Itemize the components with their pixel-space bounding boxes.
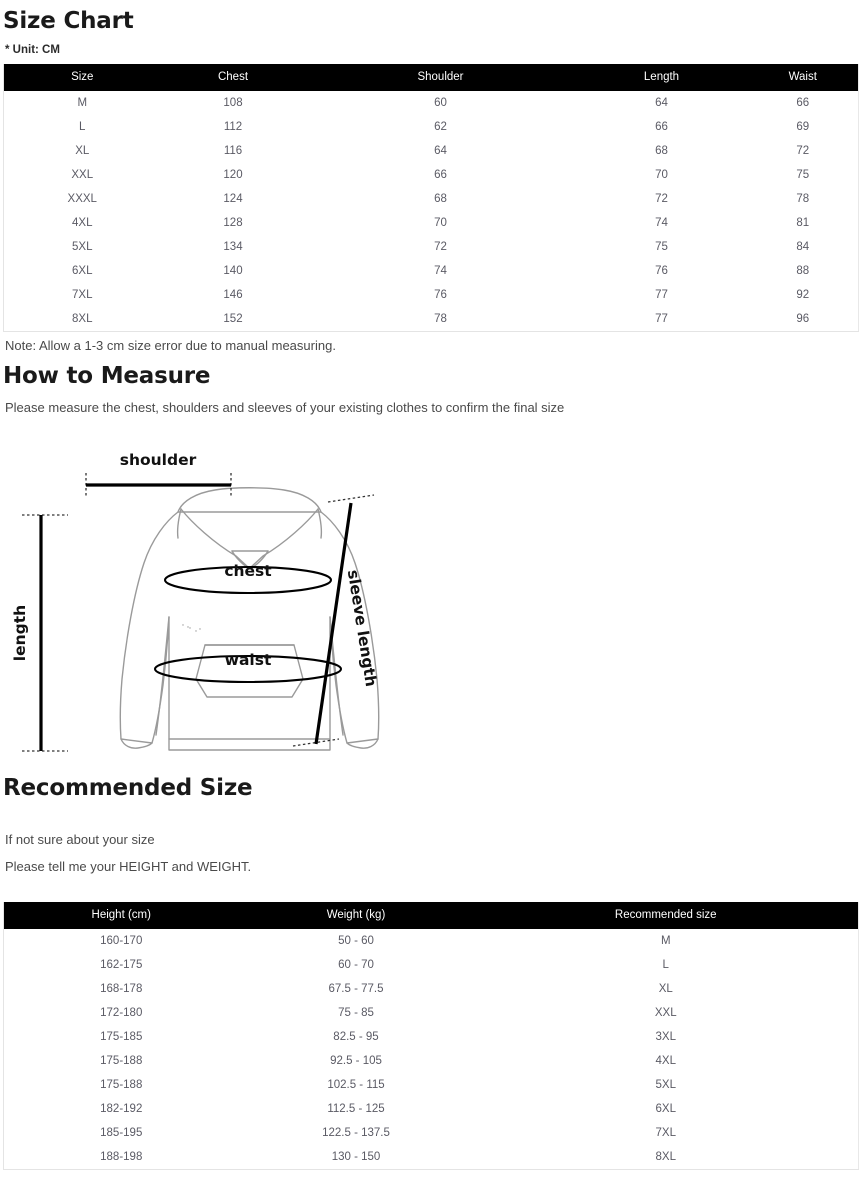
table-row: [4, 91, 859, 115]
table-row: [4, 163, 859, 187]
table-row: [4, 953, 859, 977]
recommended-size-line2: Please tell me your HEIGHT and WEIGHT.: [5, 859, 252, 875]
table-row: [4, 1073, 859, 1097]
cell-length: 66: [576, 115, 748, 139]
cell-shoulder: 72: [306, 235, 576, 259]
cell-shoulder: 70: [306, 211, 576, 235]
hoodie-garment-outline: [120, 487, 381, 749]
column-header-length: Length: [576, 64, 748, 91]
cell-shoulder: 64: [306, 139, 576, 163]
cell-waist: 96: [748, 307, 859, 332]
cell-recommended-size: 7XL: [474, 1121, 859, 1145]
cell-length: 74: [576, 211, 748, 235]
cell-height: 182-192: [4, 1097, 239, 1121]
shoulder-label: shoulder: [119, 450, 197, 469]
table-header-row: [4, 902, 859, 929]
column-header-chest: Chest: [161, 64, 306, 91]
recommended-size-line1: If not sure about your size: [5, 831, 155, 847]
table-row: [4, 235, 859, 259]
table-row: [4, 307, 859, 332]
cell-chest: 116: [161, 139, 306, 163]
cell-length: 64: [576, 91, 748, 115]
hoodie-measurement-diagram: [0, 439, 859, 769]
cell-chest: 120: [161, 163, 306, 187]
cell-waist: 78: [748, 187, 859, 211]
manual-measuring-note: Note: Allow a 1-3 cm size error due to manual measuring.: [5, 338, 336, 353]
cell-size: 5XL: [4, 235, 161, 259]
cell-weight: 122.5 - 137.5: [239, 1121, 474, 1145]
cell-size: XXL: [4, 163, 161, 187]
cell-waist: 66: [748, 91, 859, 115]
cell-size: XL: [4, 139, 161, 163]
cell-recommended-size: L: [474, 953, 859, 977]
cell-recommended-size: 3XL: [474, 1025, 859, 1049]
cell-chest: 112: [161, 115, 306, 139]
cell-shoulder: 62: [306, 115, 576, 139]
cell-size: XXXL: [4, 187, 161, 211]
cell-chest: 108: [161, 91, 306, 115]
how-to-measure-description: Please measure the chest, shoulders and sleeves of your existing clothes to confirm the final size: [5, 400, 565, 415]
cell-length: 75: [576, 235, 748, 259]
cell-waist: 72: [748, 139, 859, 163]
cell-size: L: [4, 115, 161, 139]
cell-length: 77: [576, 283, 748, 307]
recommended-size-table: [3, 902, 859, 1170]
cell-weight: 50 - 60: [239, 929, 474, 953]
cell-height: 188-198: [4, 1145, 239, 1170]
cell-chest: 146: [161, 283, 306, 307]
cell-length: 70: [576, 163, 748, 187]
cell-size: M: [4, 91, 161, 115]
cell-size: 6XL: [4, 259, 161, 283]
cell-size: 8XL: [4, 307, 161, 332]
cell-shoulder: 76: [306, 283, 576, 307]
cell-length: 72: [576, 187, 748, 211]
cell-weight: 82.5 - 95: [239, 1025, 474, 1049]
size-chart-table: [3, 64, 859, 332]
cell-height: 172-180: [4, 1001, 239, 1025]
cell-recommended-size: 8XL: [474, 1145, 859, 1170]
cell-height: 175-188: [4, 1073, 239, 1097]
cell-waist: 69: [748, 115, 859, 139]
table-row: [4, 139, 859, 163]
column-header-shoulder: Shoulder: [306, 64, 576, 91]
table-row: [4, 115, 859, 139]
cell-chest: 124: [161, 187, 306, 211]
unit-note: * Unit: CM: [5, 44, 60, 56]
cell-waist: 75: [748, 163, 859, 187]
cell-weight: 75 - 85: [239, 1001, 474, 1025]
sleeve-length-label: sleeve length: [343, 568, 381, 688]
cell-height: 168-178: [4, 977, 239, 1001]
table-row: [4, 211, 859, 235]
table-row: [4, 977, 859, 1001]
column-header-weight: Weight (kg): [239, 902, 474, 929]
cell-height: 175-188: [4, 1049, 239, 1073]
table-header-row: [4, 64, 859, 91]
size-chart-title: Size Chart: [3, 8, 134, 34]
table-row: [4, 929, 859, 953]
cell-shoulder: 74: [306, 259, 576, 283]
cell-waist: 81: [748, 211, 859, 235]
recommended-size-title: Recommended Size: [3, 774, 253, 801]
cell-weight: 67.5 - 77.5: [239, 977, 474, 1001]
column-header-size: Size: [4, 64, 161, 91]
table-row: [4, 1121, 859, 1145]
table-row: [4, 1025, 859, 1049]
cell-height: 162-175: [4, 953, 239, 977]
cell-length: 68: [576, 139, 748, 163]
cell-recommended-size: XXL: [474, 1001, 859, 1025]
cell-height: 185-195: [4, 1121, 239, 1145]
cell-recommended-size: M: [474, 929, 859, 953]
cell-height: 175-185: [4, 1025, 239, 1049]
cell-size: 7XL: [4, 283, 161, 307]
chest-label: chest: [224, 561, 272, 580]
cell-size: 4XL: [4, 211, 161, 235]
table-row: [4, 1049, 859, 1073]
length-label: length: [11, 604, 29, 661]
cell-weight: 92.5 - 105: [239, 1049, 474, 1073]
table-row: [4, 1097, 859, 1121]
cell-waist: 88: [748, 259, 859, 283]
cell-recommended-size: 5XL: [474, 1073, 859, 1097]
cell-height: 160-170: [4, 929, 239, 953]
cell-shoulder: 78: [306, 307, 576, 332]
how-to-measure-title: How to Measure: [3, 363, 211, 389]
cell-chest: 134: [161, 235, 306, 259]
cell-recommended-size: 6XL: [474, 1097, 859, 1121]
cell-chest: 128: [161, 211, 306, 235]
cell-recommended-size: 4XL: [474, 1049, 859, 1073]
cell-shoulder: 60: [306, 91, 576, 115]
cell-waist: 84: [748, 235, 859, 259]
cell-length: 76: [576, 259, 748, 283]
table-row: [4, 1145, 859, 1170]
cell-shoulder: 66: [306, 163, 576, 187]
cell-weight: 60 - 70: [239, 953, 474, 977]
cell-recommended-size: XL: [474, 977, 859, 1001]
cell-weight: 130 - 150: [239, 1145, 474, 1170]
cell-weight: 102.5 - 115: [239, 1073, 474, 1097]
cell-shoulder: 68: [306, 187, 576, 211]
table-row: [4, 259, 859, 283]
column-header-waist: Waist: [748, 64, 859, 91]
table-row: [4, 1001, 859, 1025]
cell-length: 77: [576, 307, 748, 332]
cell-weight: 112.5 - 125: [239, 1097, 474, 1121]
waist-label: waist: [224, 650, 272, 669]
column-header-recommended-size: Recommended size: [474, 902, 859, 929]
table-row: [4, 283, 859, 307]
cell-chest: 140: [161, 259, 306, 283]
shoulder-measure-line: [86, 473, 231, 497]
column-header-height: Height (cm): [4, 902, 239, 929]
cell-waist: 92: [748, 283, 859, 307]
table-row: [4, 187, 859, 211]
cell-chest: 152: [161, 307, 306, 332]
